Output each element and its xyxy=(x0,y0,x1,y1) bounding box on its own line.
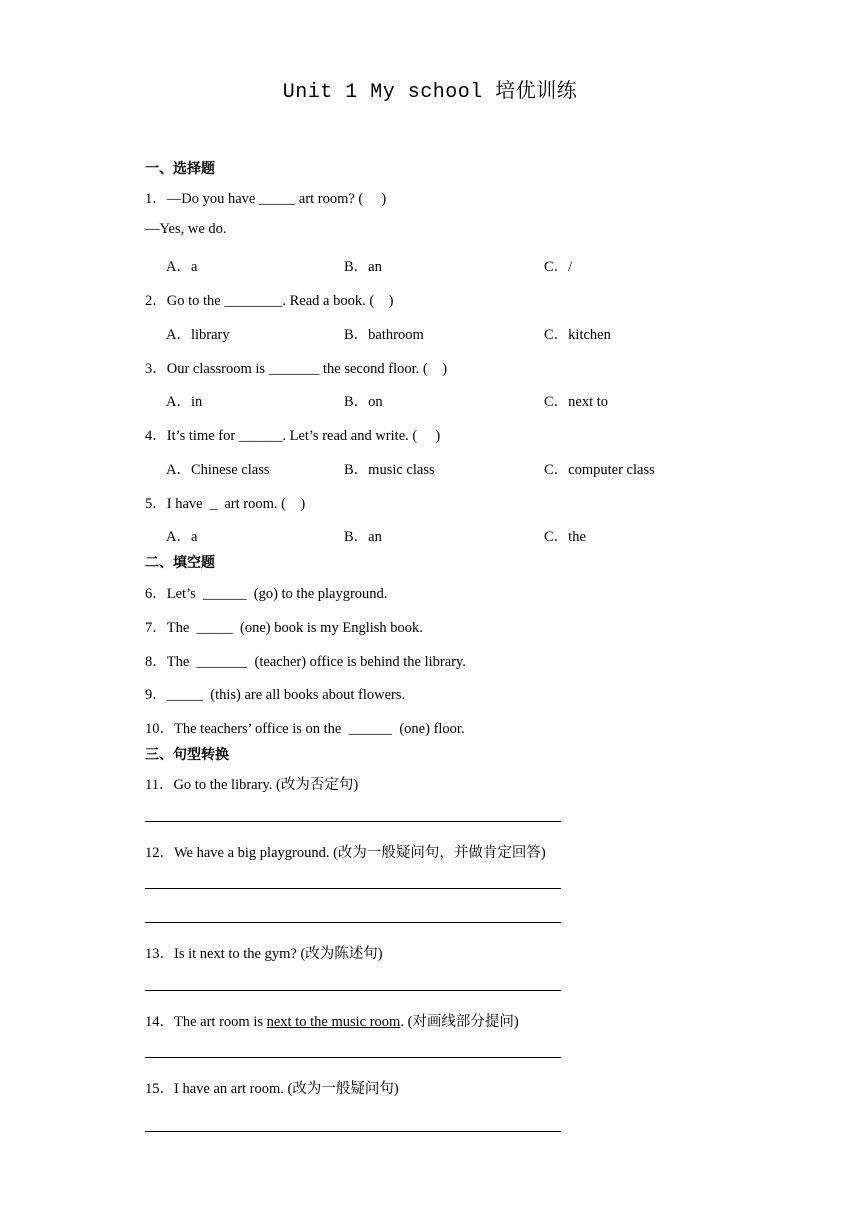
question-4-stem: 4．It’s time for ______. Let’s read and write. ( ) xyxy=(145,428,441,444)
q1-option-c: C．/ xyxy=(544,259,573,275)
q2-option-a: A．library xyxy=(166,327,230,343)
answer-line xyxy=(145,1057,561,1058)
question-14-underlined: next to the music room xyxy=(266,1014,401,1030)
answer-line xyxy=(145,922,561,923)
answer-line xyxy=(145,821,561,822)
section-heading-fill: 二、填空题 xyxy=(145,555,215,571)
page-title: Unit 1 My school 培优训练 xyxy=(282,81,578,104)
question-1-stem: 1．—Do you have _____ art room? ( ) xyxy=(145,191,387,207)
q5-option-b: B．an xyxy=(344,529,382,545)
question-14-post: . (对画线部分提问) xyxy=(400,1014,519,1030)
question-14-pre: 14．The art room is xyxy=(145,1014,267,1030)
question-15: 15．I have an art room. (改为一般疑问句) xyxy=(145,1081,399,1097)
q1-option-a: A．a xyxy=(166,259,198,275)
answer-line xyxy=(145,1131,561,1132)
question-3-stem: 3．Our classroom is _______ the second floor. ( ) xyxy=(145,361,448,377)
q3-option-a: A．in xyxy=(166,394,203,410)
answer-line xyxy=(145,888,561,889)
section-heading-transform: 三、句型转换 xyxy=(145,747,229,763)
q5-option-a: A．a xyxy=(166,529,198,545)
question-6: 6．Let’s ______ (go) to the playground. xyxy=(145,586,388,602)
answer-line xyxy=(145,990,561,991)
q4-option-a: A．Chinese class xyxy=(166,462,270,478)
question-2-stem: 2．Go to the ________. Read a book. ( ) xyxy=(145,293,394,309)
question-10: 10．The teachers’ office is on the ______ (one) floor. xyxy=(145,721,465,737)
question-14 xyxy=(145,1010,519,1031)
q2-option-b: B．bathroom xyxy=(344,327,424,343)
question-7: 7．The _____ (one) book is my English book. xyxy=(145,620,423,636)
q3-option-b: B．on xyxy=(344,394,383,410)
question-8: 8．The _______ (teacher) office is behind the library. xyxy=(145,654,466,670)
section-heading-choice: 一、选择题 xyxy=(145,161,215,177)
q2-option-c: C．kitchen xyxy=(544,327,611,343)
q4-option-c: C．computer class xyxy=(544,462,655,478)
q1-option-b: B．an xyxy=(344,259,382,275)
q4-option-b: B．music class xyxy=(344,462,435,478)
q5-option-c: C．the xyxy=(544,529,586,545)
question-12: 12．We have a big playground. (改为一般疑问句，并做肯定回答) xyxy=(145,845,546,861)
question-9: 9．_____ (this) are all books about flowers. xyxy=(145,687,406,703)
q3-option-c: C．next to xyxy=(544,394,609,410)
question-11: 11．Go to the library. (改为否定句) xyxy=(145,777,359,793)
question-13: 13．Is it next to the gym? (改为陈述句) xyxy=(145,946,383,962)
question-5-stem: 5．I have _ art room. ( ) xyxy=(145,496,306,512)
question-1-answer: —Yes, we do. xyxy=(145,221,227,237)
